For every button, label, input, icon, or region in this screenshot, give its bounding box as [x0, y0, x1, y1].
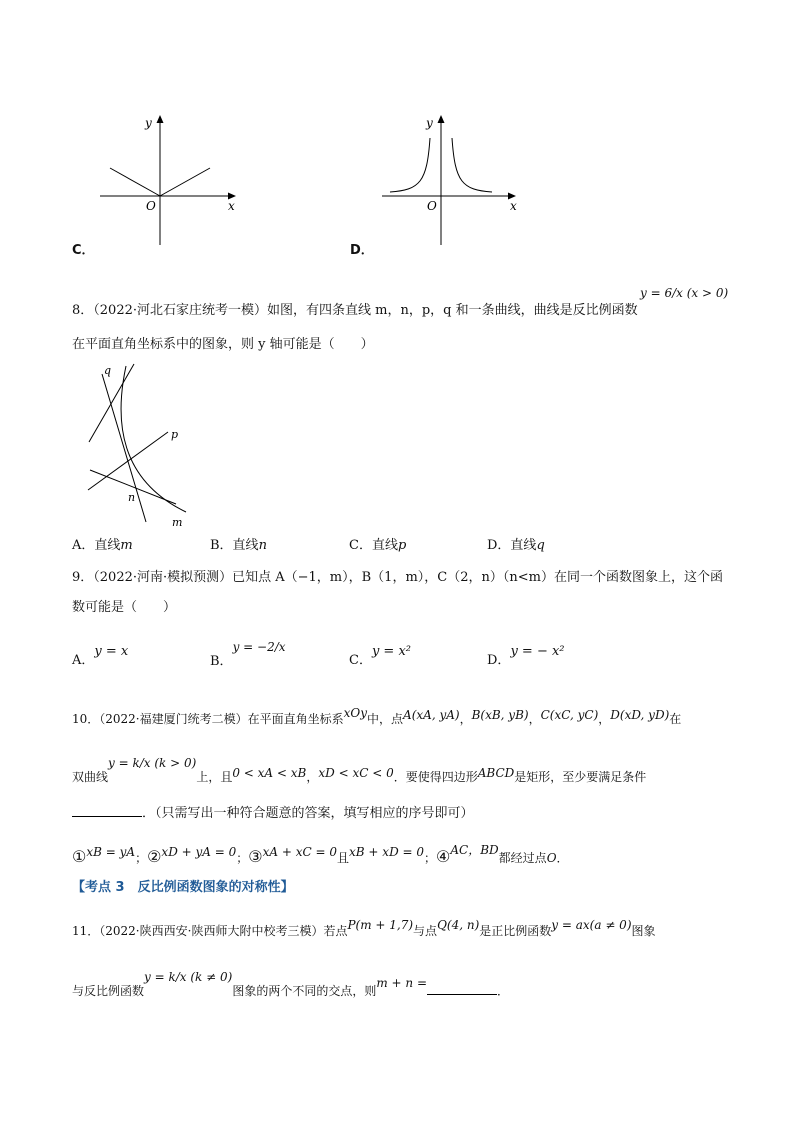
- q10-mid1: 中，点: [367, 712, 404, 726]
- q11-prefix: 11．（2022·陕西西安·陕西师大附中校考三模）若点: [72, 924, 348, 938]
- q8-option-b-label: B．直线: [210, 538, 259, 553]
- q10-comma: ，: [528, 712, 541, 726]
- q11-tail1: 图象: [631, 924, 656, 938]
- q11-line2: [72, 970, 510, 1000]
- q10-choice4-num: ④: [436, 847, 451, 866]
- q7-option-c-label: C．: [72, 243, 95, 258]
- q10-line3-text: ．（只需写出一种符合题意的答案，填写相应的序号即可）: [142, 806, 474, 821]
- q10-choice3a: xA + xC = 0: [262, 845, 338, 859]
- curve-right: [452, 138, 492, 192]
- q11-line1: [72, 918, 656, 940]
- q8-option-c-var: p: [397, 538, 407, 553]
- y-label: y: [426, 116, 433, 130]
- q10-line2-d: 是矩形，至少要满足条件: [514, 770, 647, 784]
- q10-choice2-num: ②: [147, 847, 162, 866]
- q10-comma: ，: [459, 712, 472, 726]
- q10-point-b: B(xB, yB): [471, 708, 529, 722]
- q11-ask: m + n =: [376, 976, 428, 990]
- q9-option-a-label: A．: [72, 653, 95, 668]
- q10-choices: [72, 843, 569, 867]
- q8-option-b: [210, 537, 267, 555]
- q10-choice2: xD + yA = 0: [161, 845, 237, 859]
- q11-f1: y = ax(a ≠ 0): [551, 918, 632, 932]
- q9-option-c-label: C．: [349, 653, 372, 668]
- q10-comma: ，: [306, 770, 319, 784]
- q8-formula: y = 6/x (x > 0): [640, 286, 729, 300]
- q8-option-a-label: A．直线: [72, 538, 121, 553]
- label-q: q: [104, 364, 112, 377]
- q9-option-d: [487, 644, 565, 670]
- q10-choice4: AC，BD: [450, 843, 499, 857]
- q9-option-d-formula: y = − x²: [510, 644, 565, 659]
- q10-line3: [72, 802, 474, 823]
- q11-answer-blank[interactable]: [427, 980, 497, 995]
- origin-label: O: [146, 199, 156, 213]
- line-m: [89, 364, 134, 442]
- q10-choice3-num: ③: [248, 847, 263, 866]
- y-label: y: [145, 116, 152, 130]
- q10-prefix: 10．（2022·福建厦门统考二模）在平面直角坐标系: [72, 712, 344, 726]
- q10-curve: y = k/x (k > 0): [108, 756, 197, 770]
- q9-option-a-formula: y = x: [94, 644, 129, 659]
- q10-choice3-and: 且: [337, 851, 350, 865]
- q7-option-d-label: D．: [350, 243, 374, 258]
- q8-option-d-var: q: [536, 538, 545, 553]
- q10-sep2: ；: [236, 851, 249, 865]
- q10-point-d: D(xD, yD): [610, 708, 670, 722]
- q9-option-a: [72, 644, 129, 670]
- q10-cond1: 0 < xA < xB: [232, 766, 307, 780]
- q9-option-b-formula: y = −2/x: [232, 640, 286, 654]
- q8-option-a-var: m: [120, 538, 133, 553]
- q10-line2-b: 上，且: [196, 770, 233, 784]
- q10-line1: [72, 706, 682, 728]
- q9-stem-line2: 数可能是（ ）: [72, 600, 177, 615]
- label-m: m: [172, 516, 183, 529]
- q10-end: ．: [556, 851, 569, 865]
- label-p: p: [171, 428, 179, 441]
- q10-point-a: A(xA, yA): [403, 708, 460, 722]
- q10-sep3: ；: [424, 851, 437, 865]
- q10-choice3b: xB + xD = 0: [349, 845, 425, 859]
- q10-line2-a: 双曲线: [72, 770, 109, 784]
- q10-answer-blank[interactable]: [72, 802, 142, 817]
- q8-option-d-label: D．直线: [487, 538, 537, 553]
- q11-mid1: 与点: [413, 924, 438, 938]
- q10-choice1: xB = yA: [86, 845, 136, 859]
- line-right: [160, 168, 210, 196]
- q11-point-p: P(m + 1,7): [347, 918, 414, 932]
- q10-tail1: 在: [669, 712, 682, 726]
- q10-quad: ABCD: [477, 766, 515, 780]
- y-axis-arrow: [438, 115, 445, 123]
- q8-option-c: [349, 537, 406, 555]
- curve-left: [390, 138, 430, 192]
- line-q: [102, 374, 146, 522]
- q9-stem-line1: 9．（2022·河南·模拟预测）已知点 A（−1，m），B（1，m），C（2，n）（n<m）在同一个函数图象上，这个函: [72, 570, 723, 585]
- q11-point-q: Q(4, n): [437, 918, 480, 932]
- q9-option-c: [349, 644, 411, 670]
- x-label: x: [510, 199, 517, 213]
- origin-label: O: [427, 199, 437, 213]
- q11-line2-a: 与反比例函数: [72, 984, 145, 998]
- q11-f2: y = k/x (k ≠ 0): [144, 970, 233, 984]
- q8-option-c-label: C．直线: [349, 538, 398, 553]
- q7-option-d-graph: [380, 112, 525, 250]
- q8-figure: [80, 362, 195, 532]
- q8-stem-line1: 8．（2022·河北石家庄统考一模）如图，有四条直线 m，n，p，q 和一条曲线，曲线是反比例函数: [72, 303, 638, 318]
- q8-option-d: [487, 537, 545, 555]
- q10-comma: ，: [598, 712, 611, 726]
- q8-option-a: [72, 537, 133, 555]
- q11-mid2: 是正比例函数: [479, 924, 552, 938]
- q10-line2: [72, 756, 647, 786]
- x-label: x: [228, 199, 235, 213]
- q8-option-b-var: n: [258, 538, 267, 553]
- q10-cond2: xD < xC < 0: [318, 766, 394, 780]
- q10-choice4-pt: O: [546, 851, 557, 865]
- label-n: n: [128, 491, 136, 504]
- q10-line2-c: ．要使得四边形: [393, 770, 478, 784]
- section-heading-kaodian-3: 【考点 3 反比例函数图象的对称性】: [72, 880, 294, 895]
- q9-option-b: [210, 640, 286, 671]
- q10-coord: xOy: [343, 706, 368, 720]
- line-p: [88, 432, 168, 490]
- y-axis-arrow: [157, 115, 164, 123]
- q10-choice1-num: ①: [72, 847, 87, 866]
- q9-option-c-formula: y = x²: [371, 644, 411, 659]
- q10-sep1: ；: [135, 851, 148, 865]
- q11-line2-b: 图象的两个不同的交点，则: [232, 984, 377, 998]
- q7-option-c-graph: [98, 112, 243, 250]
- q8-stem-line2: 在平面直角坐标系中的图象，则 y 轴可能是（ ）: [72, 337, 374, 352]
- q11-end: ．: [497, 984, 510, 998]
- q10-point-c: C(xC, yC): [540, 708, 599, 722]
- q10-choice4-tail: 都经过点: [498, 851, 547, 865]
- q9-option-b-label: B．: [210, 654, 233, 669]
- q9-option-d-label: D．: [487, 653, 511, 668]
- line-left: [110, 168, 160, 196]
